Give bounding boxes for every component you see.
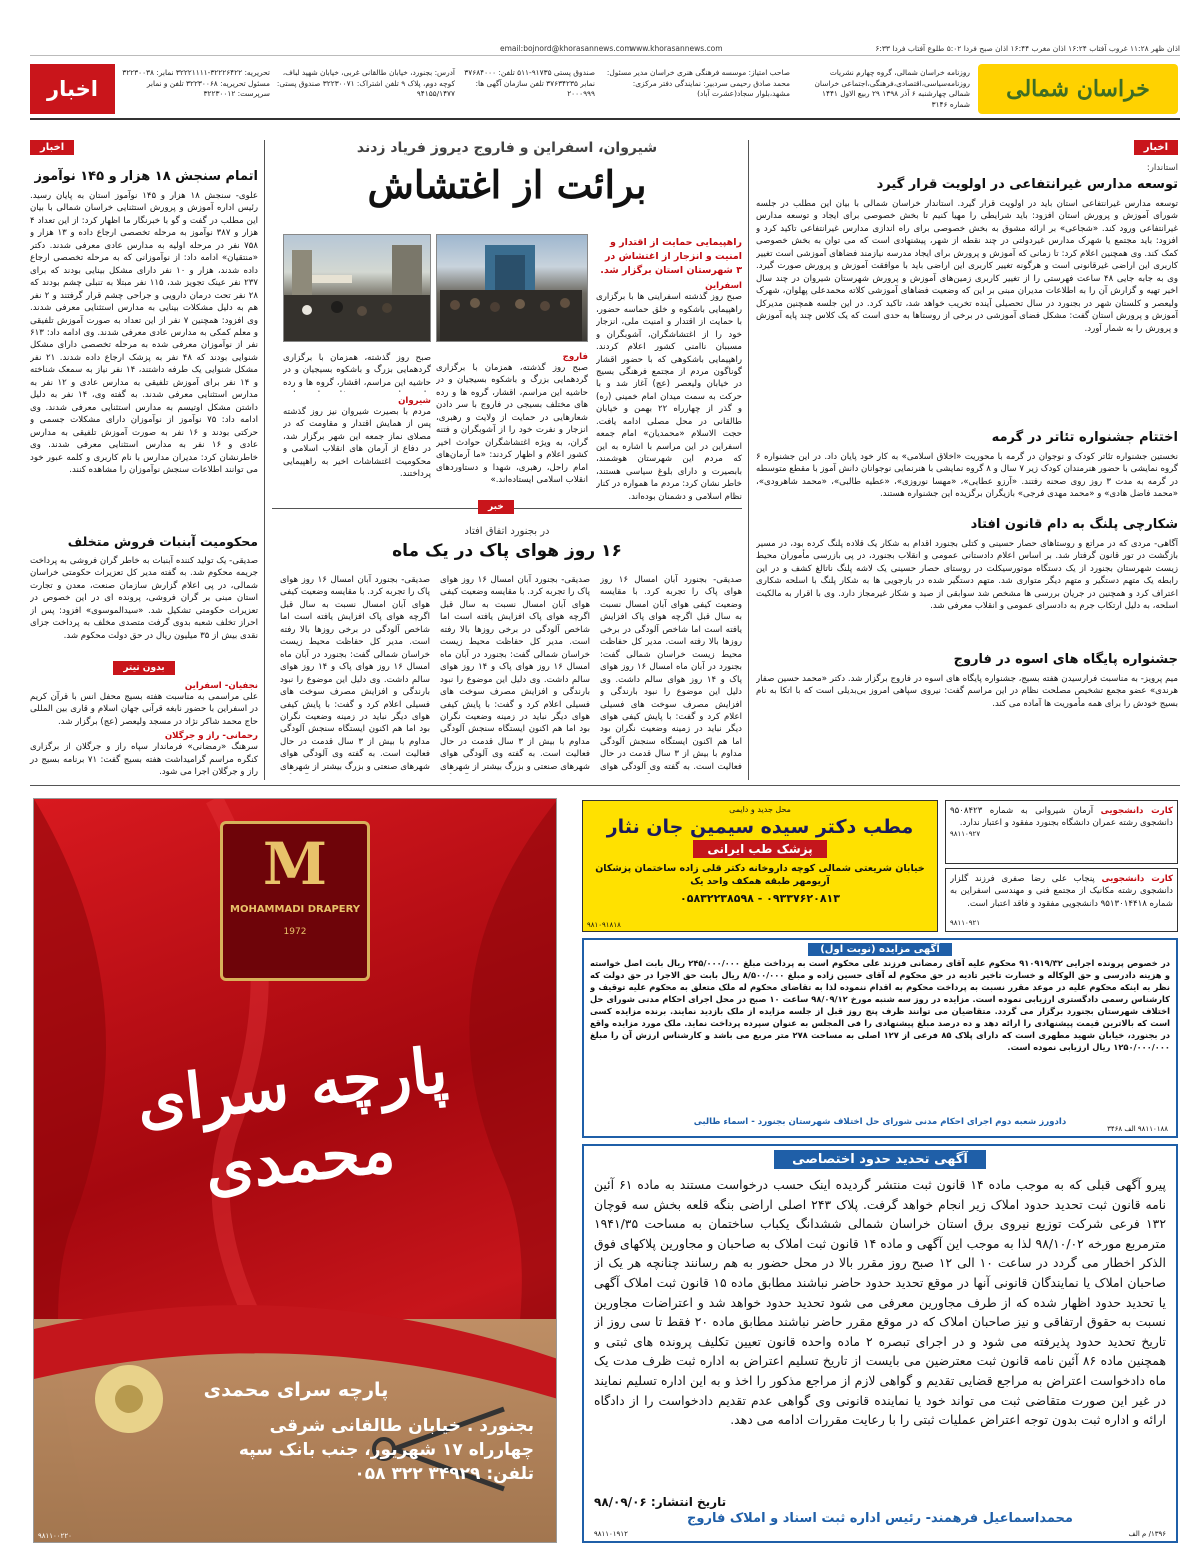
news-title: اتمام سنجش ۱۸ هزار و ۱۴۵ نوآموز: [34, 169, 258, 184]
news-body: میم پرویز- به مناسبت فرارسیدن هفته بسیج، جشنواره پایگاه های اسوه در فاروج برگزار شد. دکتر «محمد حسین صفار هرندی» عضو مجمع تشخیص مصلحت نظام در این مراسم گفت: نیروی سپاهی امروز بی‌بدیلی است که با اتکا به نام بسیج خودش را برای همه مأموریت ها آماده می کند.: [756, 674, 1178, 709]
place-shirvan: شیروان: [398, 396, 431, 406]
brief-body: سرهنگ «رمضانی» فرماندار سپاه راز و جرگلان از برگزاری کنگره مراسم گرامیداشت هفته بسیج گفت: ۷۱ برنامه بسیج در راز و جرگلان اجرا می شود.: [30, 742, 258, 778]
logo-text: خراسان شمالی: [1006, 76, 1150, 102]
border-date: تاریخ انتشار: ۹۸/۰۹/۰۶: [594, 1495, 727, 1509]
right-column: [756, 140, 1178, 713]
rally-photo-art: [283, 235, 430, 342]
card-text: آرمان شیروانی به شماره ۹۵۰۸۴۲۳ دانشجوی رشته عمران دانشگاه بجنورد مفقود و اعتبار ندارد.: [950, 806, 1173, 829]
card-code: ۹۸۱۱۰۹۲۱: [950, 919, 981, 927]
feature-lead-text: راهپیمایی حمایت از اقتدار و امنیت و انزجار از اغتشاش در ۳ شهرستان استان برگزار شد.: [600, 237, 742, 276]
card-label: کارت دانشجویی: [1101, 874, 1173, 884]
doctor-name: مطب دکتر سیده سیمین جان نثار: [606, 816, 914, 838]
doctor-specialty: پزشک طب ایرانی: [693, 840, 826, 858]
air-news-col2: صدیقی- بجنورد آبان امسال ۱۶ روز هوای پاک را تجربه کرد. با مقایسه وضعیت کیفی هوای آبان امسال نسبت به سال قبل اگرچه هوای پاک افزایش یافته است اما شاخص آلودگی در برخی روزها بالا رفته است. مدیر کل حفاظت محیط زیست خراسان شمالی گفت: بجنورد در آبان ماه امسال ۱۶ روز هوای پاک و ۱۴ روز هوای سالم داشت. وی دلیل این موضوع را نبود بارندگی و افزایش مصرف سوخت های فسیلی اعلام کرد و گفت: با پایش کیفی هوای دیگر نباید در زمینه وضعیت نگران بود اما هم اکنون ایستگاه سنجش آلودگی مداوم با بیش از ۳ سال قدمت در حال فعالیت است. به گفته وی آلودگی هوای شهرهای صنعتی و بزرگ بیشتر از شهرهای: [440, 575, 590, 772]
brief-body: علی مراسمی به مناسبت هفته بسیج محفل انس با قرآن کریم در اسفراین با حضور نابغه قرآنی جهان اسلام و قاری بین المللی حاج محمد شاکر نژاد در مسجد ولیعصر (عج) برگزار شد.: [30, 692, 258, 727]
masthead-info-4: آدرس: بجنورد، خیابان طالقانی غربی، خیابان شهید لباف، کوچه دوم، پلاک ۹ تلفن اشتراک: ۳۲۲۳۰۰۷۱ صندوق پستی: ۹۴۱۵۵/۱۴۷۷: [276, 68, 455, 99]
shirvan-body: مردم با بصیرت شیروان نیز روز گذشته پس از همایش اقتدار و مقاومت که در مصلای نماز جمعه این شهر برگزار شد، در دفاع از آرمان های انقلاب اسلامی و محکومیت اغتشاشات اخیر به راهپیمایی پرداختند.: [283, 407, 431, 480]
news-title: محکومیت آبنبات فروش متخلف: [67, 534, 258, 549]
auction-signature: دادورز شعبه دوم اجرای احکام مدنی شورای حل اختلاف شهرستان بجنورد - اسماء طالبی: [693, 1117, 1067, 1127]
doctor-ad: [582, 800, 938, 932]
rally-photo-art: [436, 235, 587, 342]
email-address[interactable]: email:bojnord@khorasannews.com: [500, 44, 632, 53]
shop-address: [54, 1415, 534, 1486]
air-news-title: ۱۶ روز هوای پاک در یک ماه: [392, 541, 622, 561]
masthead-info-1: روزنامه خراسان شمالی، گروه چهارم نشریات روزنامه‌سیاسی،اقتصادی،فرهنگی،اجتماعی خراسان شمالی چهارشنبه ۶ آذر ۱۳۹۸ ۲۹ ربیع الاول ۱۴۴۱ شماره ۳۱۴۶: [814, 68, 970, 110]
shirvan-column: [283, 352, 431, 486]
shop-address-line1: بجنورد . خیابان طالقانی شرقی: [269, 1416, 534, 1436]
air-news-header: [272, 526, 742, 561]
esfarayen-body: صبح روز گذشته اسفراینی ها با برگزاری راهپیمایی باشکوه و خلق حماسه حضور، با حمایت از اقتدار و امنیت ملی، انزجار خود را از اغتشاشگران، آشوبگران و مسببان ناامنی کشور اعلام کردند. راهپیمایی باشکوهی که با حضور اقشار گوناگون مردم از مجتمع فرهنگی بسیج در خیابان ولیعصر (عج) آغاز شد و با حرکت به سمت میدان امام خمینی (ره) و گذر از چهارراه ۲۲ بهمن و خیابان طالقانی در محل مصلی ادامه یافت. حجت الاسلام «محمدیان» امام جمعه اسفراین در این مراسم با اشاره به این که مردم این شهرستان هوشمند، بابصیرت و دارای بلوغ سیاسی هستند، خاطر نشان کرد: مردم ما همواره در کنار نظام اسلامی و دشمنان بوده‌اند.: [596, 292, 742, 502]
newspaper-logo: [978, 64, 1178, 114]
brand-monogram: M: [262, 830, 328, 898]
ad-code: ۹۸۱۱۰۰۲۲۰: [38, 1532, 72, 1540]
masthead-info-2: صاحب امتیاز: موسسه فرهنگی هنری خراسان مدیر مسئول: محمد صادق رحیمی سردبیر: نمایندگی دفتر مرکزی: مشهد،بلوار سجاد(عشرت آباد): [606, 68, 790, 99]
card-text: پنجاب علی رضا صفری فرزند گلزار دانشجوی رشته مکانیک از مجتمع فنی و مهندسی اسفراین به شماره ۹۵۱۳۰۱۴۴۱۸ دانشجویی مفقود و فاقد اعتبار است.: [950, 874, 1173, 909]
auction-title: آگهی مزایده (نوبت اول): [808, 943, 952, 956]
brand-year: 1972: [283, 927, 307, 937]
drapery-ad: [33, 798, 557, 1543]
air-news-col3: صدیقی- بجنورد آبان امسال ۱۶ روز هوای پاک را تجربه کرد. با مقایسه وضعیت کیفی هوای آبان امسال نسبت به سال قبل اگرچه هوای پاک افزایش یافته است اما شاخص آلودگی در برخی روزها بالا رفته است. مدیر کل حفاظت محیط زیست خراسان شمالی گفت: بجنورد در آبان ماه امسال ۱۶ روز هوای پاک و ۱۴ روز هوای سالم داشت. وی دلیل این موضوع را نبود بارندگی و افزایش مصرف سوخت های فسیلی اعلام کرد و گفت: با پایش کیفی هوای دیگر نباید در زمینه وضعیت نگران بود اما هم اکنون ایستگاه سنجش آلودگی مداوم با بیش از ۳ سال قدمت در حال فعالیت است. به گفته وی آلودگی هوای شهرهای صنعتی و بزرگ بیشتر از شهرهای: [280, 575, 430, 772]
doctor-phone[interactable]: ۰۹۳۳۷۶۲۰۸۱۳ - ۰۵۸۳۲۲۳۸۵۹۸: [680, 891, 840, 905]
lost-card-notice: [945, 800, 1178, 864]
ad-code: ۱۳۹۶/ م الف: [1128, 1530, 1166, 1538]
air-news-kicker: در بجنورد اتفاق افتاد: [464, 526, 550, 537]
air-news-col1: صدیقی- بجنورد آبان امسال ۱۶ روز هوای پاک را تجربه کرد. با مقایسه وضعیت کیفی هوای آبان امسال نسبت به سال قبل اگرچه هوای پاک افزایش یافته است اما شاخص آلودگی در برخی روزها بالا رفته است. مدیر کل حفاظت محیط زیست خراسان شمالی گفت: بجنورد در آبان ماه امسال ۱۶ روز هوای پاک و ۱۴ روز هوای سالم داشت. وی دلیل این موضوع را نبود بارندگی و افزایش مصرف سوخت های فسیلی اعلام کرد و گفت: با پایش کیفی هوای دیگر نباید در زمینه وضعیت نگران بود اما هم اکنون ایستگاه سنجش آلودگی مداوم با بیش از ۳ سال قدمت در حال فعالیت است. به گفته وی آلودگی هوای: [600, 575, 742, 772]
brief-byline: نجفیان- اسفراین: [184, 681, 258, 691]
news-title: اختتام جشنواره تئاتر در گرمه: [991, 430, 1178, 445]
news-title: شکارچی پلنگ به دام قانون افتاد: [970, 517, 1178, 532]
ad-code: ۹۸۱۱۰۱۹۱۲: [594, 1530, 628, 1538]
shop-name: پارچه سرای محمدی: [203, 1379, 389, 1401]
card-code: ۹۸۱۱۰۹۲۷: [950, 829, 981, 838]
border-title: آگهی تحدید حدود اختصاصی: [774, 1150, 986, 1169]
ad-code: ۹۸۱۱۰۱۸۸ الف ۳۴۶۸: [1107, 1125, 1168, 1133]
faruj-body-cont: صبح روز گذشته، همزمان با برگزاری گردهمایی بزرگ و باشکوه بسیجیان و در حاشیه این مراسم، اقشار، گروه ها و رده: [283, 353, 431, 388]
border-body: پیرو آگهی قبلی که به موجب ماده ۱۴ قانون ثبت منتشر گردیده اینک حسب درخواست مستند به ماده ۶۱ آئین نامه قانون ثبت تحدید حدود املاک زیر انجام خواهد گرفت. پلاک ۲۴۳ اصلی اراضی بنگه قلعه بخش سه قوچان ۱۳۲ فرعی شرکت توزیع نیروی برق استان خراسان شمالی ششدانگ یکباب ساختمان به مساحت ۱۹۴۱/۳۵ مترمربع مورخه ۹۸/۱۰/۰۲ لذا به موجب این آگهی و ماده ۱۴ قانون ثبت املاک به صاحبان و مجاورین پلاکهای فوق الذکر اخطار می گردد در ساعت ۱۰ الی ۱۲ صبح روز مقرر بالا در محل حضور به هم رسانند چنانچه هر یک از صاحبان املاک یا نمایندگان قانونی آنها در موقع تحدید حدود حاضر نباشند مطابق ماده ۱۵ قانون ثبت املاک آگهی یا تحدید حدود اظهار شده که از طرف مجاورین معرفی می شود تحدید حدود خواهد شد و اعتراضات مجاورین نسبت به حقوق ارتفاقی و نیز صاحبان املاک که در موقع مقرر حاضر نباشند مطابق ماده ۲۰ فقط تا سی روز از تاریخ تحدید حدود پذیرفته می شود و در اجرای تبصره ۲ ماده واحده قانون تعیین تکلیف پرونده های ثبتی و همچنین ماده ۸۶ آئین نامه قانون ثبت معترضین می بایست از تاریخ تسلیم اعتراض به اداره ثبت ظرف مدت یک ماه دادخواست اعتراض به مراجع قضایی تقدیم و گواهی لازم از مراجع مذکور را اخذ و به این اداره تسلیم نمایند در غیر این صورت متقاضی ثبت می تواند خود یا نماینده قانونی وی گواهی عدم تقدیم دادخواست را از دادگاه ارائه و اداره ثبت بدون توجه اعتراض عملیات ثبتی را با رعایت مقررات ادامه می دهد.: [594, 1177, 1166, 1428]
feature-kicker: شیروان، اسفراین و فاروج دیروز فریاد زدند: [356, 140, 658, 156]
doctor-address: خیابان شریعتی شمالی کوچه داروخانه دکتر قلی زاده ساختمان پزشکان آریومهر طبقه همکف واحد یک: [595, 863, 925, 888]
border-signature: محمداسماعیل فرهمند- رئیس اداره ثبت اسناد و املاک فاروج: [687, 1511, 1073, 1526]
news-body: علوی- سنجش ۱۸ هزار و ۱۴۵ نوآموز استان به پایان رسید. رئیس اداره آموزش و پرورش استثنایی خراسان شمالی با بیان این مطلب در گفت و گو با خبرنگار ما اظهار کرد: از این تعداد ۴ هزار و ۳۸۷ نوآموز به مرحله تخصصی ارجاع داده و ۱۳ هزار و ۷۵۸ نفر در مرحله اولیه به مدارس عادی معرفی شدند. دکتر «منتقیان» ادامه داد: از نوآموزانی که به مرحله تخصصی ارجاع داده شدند، هزار و ۱۰ نفر دارای مشکل بینایی بودند که برای ۲۳۷ نفر عینک تجویز شد، ۱۱۵ نفر مبتلا به تنبلی چشم بودند که ۲۸ نفر تحت درمان دارویی و جراحی چشم قرار گرفتند و ۲ نفر هم به دلیل مشکلات بینایی به مدارس استثنایی معرفی شدند. وی افزود: همچنین ۷ نفر از این تعداد به صورت آموزش تلفیقی و معلم کمکی به مدارس عادی معرفی شدند. وی ادامه داد: ۶۱۳ نفر از نوآموزان معرفی شده به مرحله تخصصی دارای مشکل شنوایی بودند که ۴۸ نفر به پزشک ارجاع داده شدند. ۲۱ نفر مشکل شنوایی یک طرفه داشتند، ۱۴ نفر نیاز به سمعک شناخته و ۱۴ نفر برای آموزش تلفیقی به مدارس عادی و ۱۲ نفر به مدارس استثنایی معرفی شدند. به گفته وی، ۱۴ نفر به دلیل داشتن مشکل اوتیسم به مدارس استثنایی معرفی شدند. وی ادامه داد: ۷۵ نوآموز از نوآموزان دارای مشکلات جسمی و حرکتی بودند و ۱۶ نفر به صورت آموزش تلفیقی به مدارس عادی و ۱۶ نفر به مدارس استثنایی معرفی شدند. وی خاطرنشان کرد: مدیران مدارس با نام کاربری و کلمه عبور خود می توانند اطلاعات سنجش نوآموزان را مشاهده کنند.: [30, 191, 258, 475]
no-title-label: بدون تیتر: [113, 661, 174, 675]
brief-byline: رحمانی- راز و جرگلان: [164, 731, 258, 742]
rally-photo-faruj: [283, 234, 431, 342]
news-body: آگاهی- مردی که در مراتع و روستاهای حصار حسینی و کتلی بجنورد اقدام به شکار یک قلاده پلنگ کرده بود، در مسیر بازگشت در تور قانون گرفتار شد. بر اساس اعلام دادستانی عمومی و انقلاب بجنورد، در پی بازرسی مأموران محیط زیست شهرستان بجنورد از یک دستگاه موتورسیکلت در روستای حصار حسینی یک لاشه پلنگ ناتالغ کشف و در این رابطه یک متهم دستگیر و متهم دیگر متواری شد. متهم دستگیر شده در بازجویی ها به شکار پلنگ با اسلحه شکاری اعتراف کرد و همچنین در جریان بررسی ها مشخص شد سوابقی از صید و شکار غیرمجاز دارد. وی با اقرار به مالکیت اسلحه، به دلیل ارتکاب جرم به دادسرای عمومی و انقلاب معرفی شد.: [756, 539, 1178, 612]
center-feature: [272, 140, 742, 207]
news-title: جشنواره پایگاه های اسوه در فاروج: [953, 652, 1178, 667]
section-label: اخبار: [1134, 140, 1178, 155]
masthead-info-3: صندوق پستی ۹۱۷۳۵-۵۱۱ تلفن: ۳۷۶۸۴۰۰۰ نمابر ۳۷۶۳۴۲۳۵ تلفن سازمان آگهی ها: ۲۰۰۰۹۹۹: [464, 68, 595, 99]
shop-phone[interactable]: تلفن: ۳۴۹۲۹ ۳۲۲ ۰۵۸: [354, 1463, 534, 1484]
place-faruj: فاروج: [562, 352, 588, 362]
section-label: اخبار: [30, 140, 74, 155]
ad-code: ۹۸۱۰۹۱۸۱۸: [587, 921, 621, 929]
left-column: [30, 140, 258, 779]
news-body: توسعه مدارس غیرانتفاعی استان باید در اولویت قرار گیرد. استاندار خراسان شمالی با بیان این مطلب در جلسه شورای آموزش و پرورش استان افزود: باید شرایطی را مهیا کنیم تا بخش خصوصی برای ایجاد و توسعه مدارس غیرانتفاعی ورود کند. «شجاعی» بر ارائه مشوق به بخش خصوصی برای راه اندازی مدارس غیرانتفاعی تاکید کرد و افزود: باید مجتمع یا شهرک مدارس غیردولتی در چند نقطه از شهر، پیشنهادی است که می توان به بخش خصوصی کمک کند. وی همچنین اعلام کرد: تا زمانی که آموزش و پرورش برای ایجاد مدرسه نیازمند فضاهای آموزشی است تغییر کاربری این اراضی غیرقانونی است و هرگونه تغییر کاربری این اراضی باید با موافقت آموزش و پرورش صورت گیرد. وی به جابه جایی ۴۸ ساعت فهرستی را از تغییر کاربری زمین‌های آموزش و پرورش شهرستان شیروان در چند سال اخیر تهیه و گزارش آن را به اطلاعات مدیران مبنی بر این که وضعیت فضاهای آموزشی کلاته محمدعلی پهلوان، شهرک ولیعصر و کلستان شهر در بجنورد در سال تحصیلی آینده تخریب خواهد شد، تاکید کرد. در این جلسه همچنین مدیرکل آموزش و پرورش استان گفت: مشکل فضای آموزشی در برخی از روستاها به حدی است که یک کلاس چند پایه آموزش و پرورش را به شمار آورد.: [756, 199, 1178, 334]
site-url[interactable]: www.khorasannews.com: [630, 44, 723, 53]
faruj-body: صبح روز گذشته، همزمان با برگزاری گردهمایی بزرگ و باشکوه بسیجیان و در حاشیه این مراسم، اقشار، گروه ها و رده های مختلف بسیجی در فاروج با سر دادن شعارهایی در حمایت از ولایت و رهبری، انزجار و نفرت خود را از آشوبگران و فتنه گران، به ویژه اغتشاشگران حوادث اخیر کشور اعلام و اظهار کردند: «ما آرمان‌های امام راحل، رهبری، شهدا و دستاوردهای انقلاب اسلامی ایستاده‌اند.»: [436, 363, 588, 486]
header-topline: [30, 44, 1180, 56]
brand-calligraphy: پارچه سرای محمدی: [133, 1033, 451, 1206]
brand-logo: [220, 821, 370, 981]
card-label: کارت دانشجویی: [1100, 806, 1173, 816]
news-label: خبر: [478, 500, 514, 514]
border-notice: [582, 1144, 1178, 1543]
place-esfarayen: اسفراین: [705, 281, 742, 292]
auction-notice: [582, 938, 1178, 1138]
doctor-ad-note: محل جدید و دایمی: [729, 805, 791, 814]
shop-address-line2: چهارراه ۱۷ شهریور، جنب بانک سپه: [238, 1439, 534, 1460]
prayer-times: اذان ظهر ۱۱:۲۸ غروب آفتاب ۱۶:۲۴ اذان مغرب ۱۶:۴۴ اذان صبح فردا ۵:۰۲ طلوع آفتاب فردا ۶:۳۳: [875, 44, 1180, 53]
rally-photo-esfarayen: [436, 234, 588, 342]
feature-headline: برائت از اغتشاش: [367, 162, 647, 207]
feature-lead: [596, 236, 742, 503]
news-kicker: استاندار:: [1146, 163, 1178, 173]
news-body: صدیقی- یک تولید کننده آبنبات به خاطر گران فروشی به پرداخت جریمه محکوم شد. به گفته مدیر کل تعزیرات حکومتی خراسان شمالی، در پی اعلام گزارش سازمان صنعت، معدن و تجارت استان مبنی بر گران فروشی، پرونده ای در این خصوص در تعزیرات حکومتی تشکیل شد. «سیدالموسوی» افزود: پس از احراز تخلف شعبه بدوی گرفت متصدی مخلف به پرداخت جزای نقدی بیش از ۳۵ میلیون ریال در حق دولت محکوم شد.: [30, 556, 258, 641]
masthead-info-5: تحریریه: ۳۲۲۲۶۴۲۲-۳۲۲۲۱۱۱۱ نمابر: ۳۲۲۳۰۰۳۸ مسئول تحریریه: ۳۲۲۳۰۰۶۸ تلفن و نمابر سرپرست: ۳۲۲۳۰۰۱۲: [122, 68, 270, 99]
section-badge: اخبار: [30, 64, 115, 114]
news-body: نخستین جشنواره تئاتر کودک و نوجوان در گرمه با محوریت «اخلاق اسلامی» به کار خود پایان داد. در این جشنواره ۶ گروه نمایشی با حضور هنرمندان کودک زیر ۷ سال و ۸ گروه نمایشی با هنرنمایی نوجوانان دانش آموز با مقطع متوسطه در گرمه به مدت ۳ روز روی صحنه رفتند. «آرزو عطایی»، «مهسا نوروزی»، «عطیه طالبی»، «محمد شاهرودی»، «محمد فاضل هادی» و «محمد مهدی فرجی» بازیگران برگزیده این جشنواره هستند.: [756, 452, 1178, 500]
news-title: توسعه مدارس غیرانتفاعی در اولویت قرار گیرد: [876, 177, 1178, 192]
auction-body: در خصوص پرونده اجرایی ۹۱۰۹۱۹/۳۲ محکوم علیه آقای رمضانی فرزند علی محکوم است به پرداخت مبلغ ۲۴۵/۰۰۰/۰۰۰ ریال بابت اصل خواسته و هزینه دادرسی و حق الوکاله و خسارت تاخیر تادیه در حق محکوم له آقای حسین زاده و مبلغ ۸/۵۰۰/۰۰۰ ریال بابت حق الاجرا در حق دولت که نظر به اینکه محکوم علیه در موعد مقرر نسبت به پرداخت محکوم به اقدام ننموده لذا به تقاضای محکوم له ملک متعلق به محکوم علیه توقیف و کارشناس رسمی دادگستری ارزیابی نموده است. مزایده در روز سه شنبه مورخ ۹۸/۰۹/۱۲ ساعت ۱۰ صبح در محل اجرای احکام مدنی شورای حل اختلاف شهرستان بجنورد برگزار می گردد. متقاضیان می توانند ظرف پنج روز قبل از جلسه مزایده از ملک بازدید نمایند. برنده مزایده کسی است که بالاترین قیمت پیشنهادی را ارائه دهد و ده درصد مبلغ پیشنهادی را فی المجلس به عنوان سپرده پرداخت نماید. ملک مورد مزایده واقع در بجنورد، خیابان شهید مطهری است که دارای پلاک ۸۵ فرعی از ۱۲۷ اصلی به مساحت ۲۷۸ متر مربع می باشد و کارشناس ارزش آن را مبلغ ۱۲۵۰/۰۰۰/۰۰۰ ریال ارزیابی نموده است.: [590, 958, 1170, 1053]
lost-card-notice: [945, 868, 1178, 932]
faruj-column: [436, 352, 588, 490]
brand-name: MOHAMMADI DRAPERY: [230, 904, 360, 915]
